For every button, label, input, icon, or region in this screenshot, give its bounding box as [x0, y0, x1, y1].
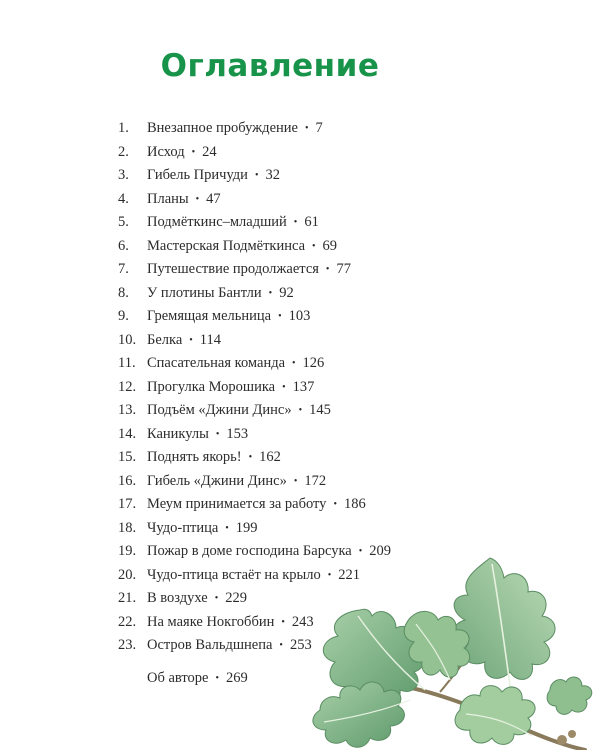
entry-title: Планы — [147, 190, 189, 207]
entry-page: 269 — [226, 670, 248, 686]
entry-title: Остров Вальдшнепа — [147, 637, 273, 653]
separator-bullet: • — [325, 264, 330, 275]
entry-page: 69 — [322, 237, 338, 254]
entry-title: Мастерская Подмёткинса — [147, 237, 306, 254]
entry-page: 61 — [304, 214, 319, 230]
separator-bullet: • — [279, 640, 283, 651]
separator-bullet: • — [293, 217, 298, 228]
separator-bullet: • — [191, 146, 196, 158]
toc-entry[interactable] — [118, 352, 391, 376]
toc-entry[interactable] — [118, 164, 391, 188]
entry-number: 15. — [118, 449, 137, 465]
entry-page: 32 — [265, 167, 280, 183]
entry-title: Гибель «Джини Динс» — [147, 472, 287, 489]
entry-title: Гибель Причуди — [147, 167, 248, 183]
entry-page: 92 — [279, 284, 294, 301]
entry-title: Внезапное пробуждение — [147, 120, 298, 136]
entry-page: 114 — [199, 331, 221, 348]
toc-entry[interactable] — [118, 305, 391, 329]
entry-title: Чудо-птица — [147, 519, 219, 536]
toc-entry[interactable] — [118, 329, 391, 353]
separator-bullet: • — [358, 546, 363, 557]
toc-entry[interactable] — [118, 235, 391, 259]
entry-number: 17. — [118, 496, 137, 512]
entry-page: 153 — [226, 425, 249, 442]
toc-entry-about-author[interactable] — [147, 667, 248, 691]
entry-number: 22. — [118, 613, 137, 630]
entry-title: Подмёткинс–младший — [147, 214, 287, 230]
entry-number: 7. — [118, 261, 129, 277]
separator-bullet: • — [195, 193, 200, 205]
entry-title: Меум принимается за работу — [147, 496, 327, 512]
separator-bullet: • — [281, 616, 285, 628]
entry-page: 253 — [289, 637, 312, 653]
entry-page: 103 — [288, 308, 311, 324]
entry-page: 145 — [309, 402, 331, 418]
separator-bullet: • — [327, 569, 332, 581]
separator-bullet: • — [292, 358, 296, 369]
toc-entry[interactable] — [118, 117, 391, 141]
toc-entry[interactable] — [118, 399, 391, 423]
toc-entry[interactable] — [118, 258, 391, 282]
oak-leaves-illustration — [300, 540, 600, 750]
entry-title: Исход — [147, 143, 185, 160]
entry-page: 186 — [343, 496, 366, 512]
entry-number: 13. — [118, 402, 137, 418]
toc-entry[interactable] — [118, 282, 391, 306]
entry-title: На маяке Нокгоббин — [147, 613, 275, 630]
entry-page: 162 — [259, 449, 281, 465]
entry-page: 24 — [202, 143, 217, 160]
entry-number: 19. — [118, 543, 137, 559]
toc-entry[interactable] — [118, 376, 391, 400]
separator-bullet: • — [298, 405, 303, 416]
entry-title: Об авторе — [147, 670, 209, 686]
toc-entry[interactable] — [118, 188, 391, 212]
separator-bullet: • — [268, 287, 273, 299]
entry-title: Пожар в доме господина Барсука — [147, 543, 352, 559]
entry-number: 21. — [118, 590, 137, 606]
separator-bullet: • — [282, 381, 286, 393]
separator-bullet: • — [215, 428, 220, 440]
separator-bullet: • — [248, 452, 253, 463]
entry-page: 137 — [292, 378, 315, 395]
entry-title: У плотины Бантли — [147, 284, 262, 301]
entry-number: 10. — [118, 331, 137, 348]
entry-number: 2. — [118, 143, 129, 160]
entry-title: Подъём «Джини Динс» — [147, 402, 292, 418]
entry-number: 1. — [118, 120, 129, 136]
entry-title: Гремящая мельница — [147, 308, 272, 324]
entry-page: 47 — [206, 190, 221, 207]
entry-page: 77 — [336, 261, 351, 277]
entry-page: 126 — [302, 355, 325, 371]
entry-number: 4. — [118, 190, 129, 207]
entry-number: 16. — [118, 472, 137, 489]
toc-entry[interactable] — [118, 211, 391, 235]
entry-title: Белка — [147, 331, 183, 348]
entry-page: 221 — [338, 566, 361, 583]
entry-page: 229 — [225, 590, 247, 606]
entry-title: Прогулка Морошика — [147, 378, 276, 395]
entry-page: 172 — [304, 472, 327, 489]
separator-bullet: • — [304, 123, 309, 134]
entry-page: 7 — [315, 120, 323, 136]
toc-entry[interactable] — [118, 493, 391, 517]
entry-number: 12. — [118, 378, 137, 395]
separator-bullet: • — [214, 593, 219, 604]
entry-title: Каникулы — [147, 425, 209, 442]
entry-number: 20. — [118, 566, 137, 583]
separator-bullet: • — [254, 170, 259, 181]
entry-number: 9. — [118, 308, 129, 324]
entry-title: Поднять якорь! — [147, 449, 242, 465]
entry-number: 3. — [118, 167, 129, 183]
entry-number: 6. — [118, 237, 129, 254]
separator-bullet: • — [225, 522, 229, 534]
separator-bullet: • — [293, 475, 298, 487]
entry-number: 5. — [118, 214, 129, 230]
entry-page: 243 — [291, 613, 314, 630]
separator-bullet: • — [312, 240, 316, 252]
entry-number: 14. — [118, 425, 137, 442]
entry-number: 8. — [118, 284, 129, 301]
entry-number: 11. — [118, 355, 136, 371]
entry-number: 18. — [118, 519, 137, 536]
toc-entry[interactable] — [118, 446, 391, 470]
toc-entry[interactable] — [118, 517, 391, 541]
entry-title: Путешествие продолжается — [147, 261, 319, 277]
entry-title: Спасательная команда — [147, 355, 286, 371]
entry-page: 199 — [235, 519, 258, 536]
page-title: Оглавление — [160, 48, 380, 84]
entry-title: В воздухе — [147, 590, 208, 606]
entry-page: 209 — [369, 543, 391, 559]
separator-bullet: • — [278, 311, 282, 322]
toc-entry[interactable] — [118, 141, 391, 165]
separator-bullet: • — [333, 499, 337, 510]
toc-entry[interactable] — [118, 470, 391, 494]
entry-number: 23. — [118, 637, 137, 653]
entry-title: Чудо-птица встаёт на крыло — [147, 566, 321, 583]
separator-bullet: • — [189, 334, 193, 346]
toc-entry[interactable] — [118, 423, 391, 447]
separator-bullet: • — [215, 673, 219, 684]
